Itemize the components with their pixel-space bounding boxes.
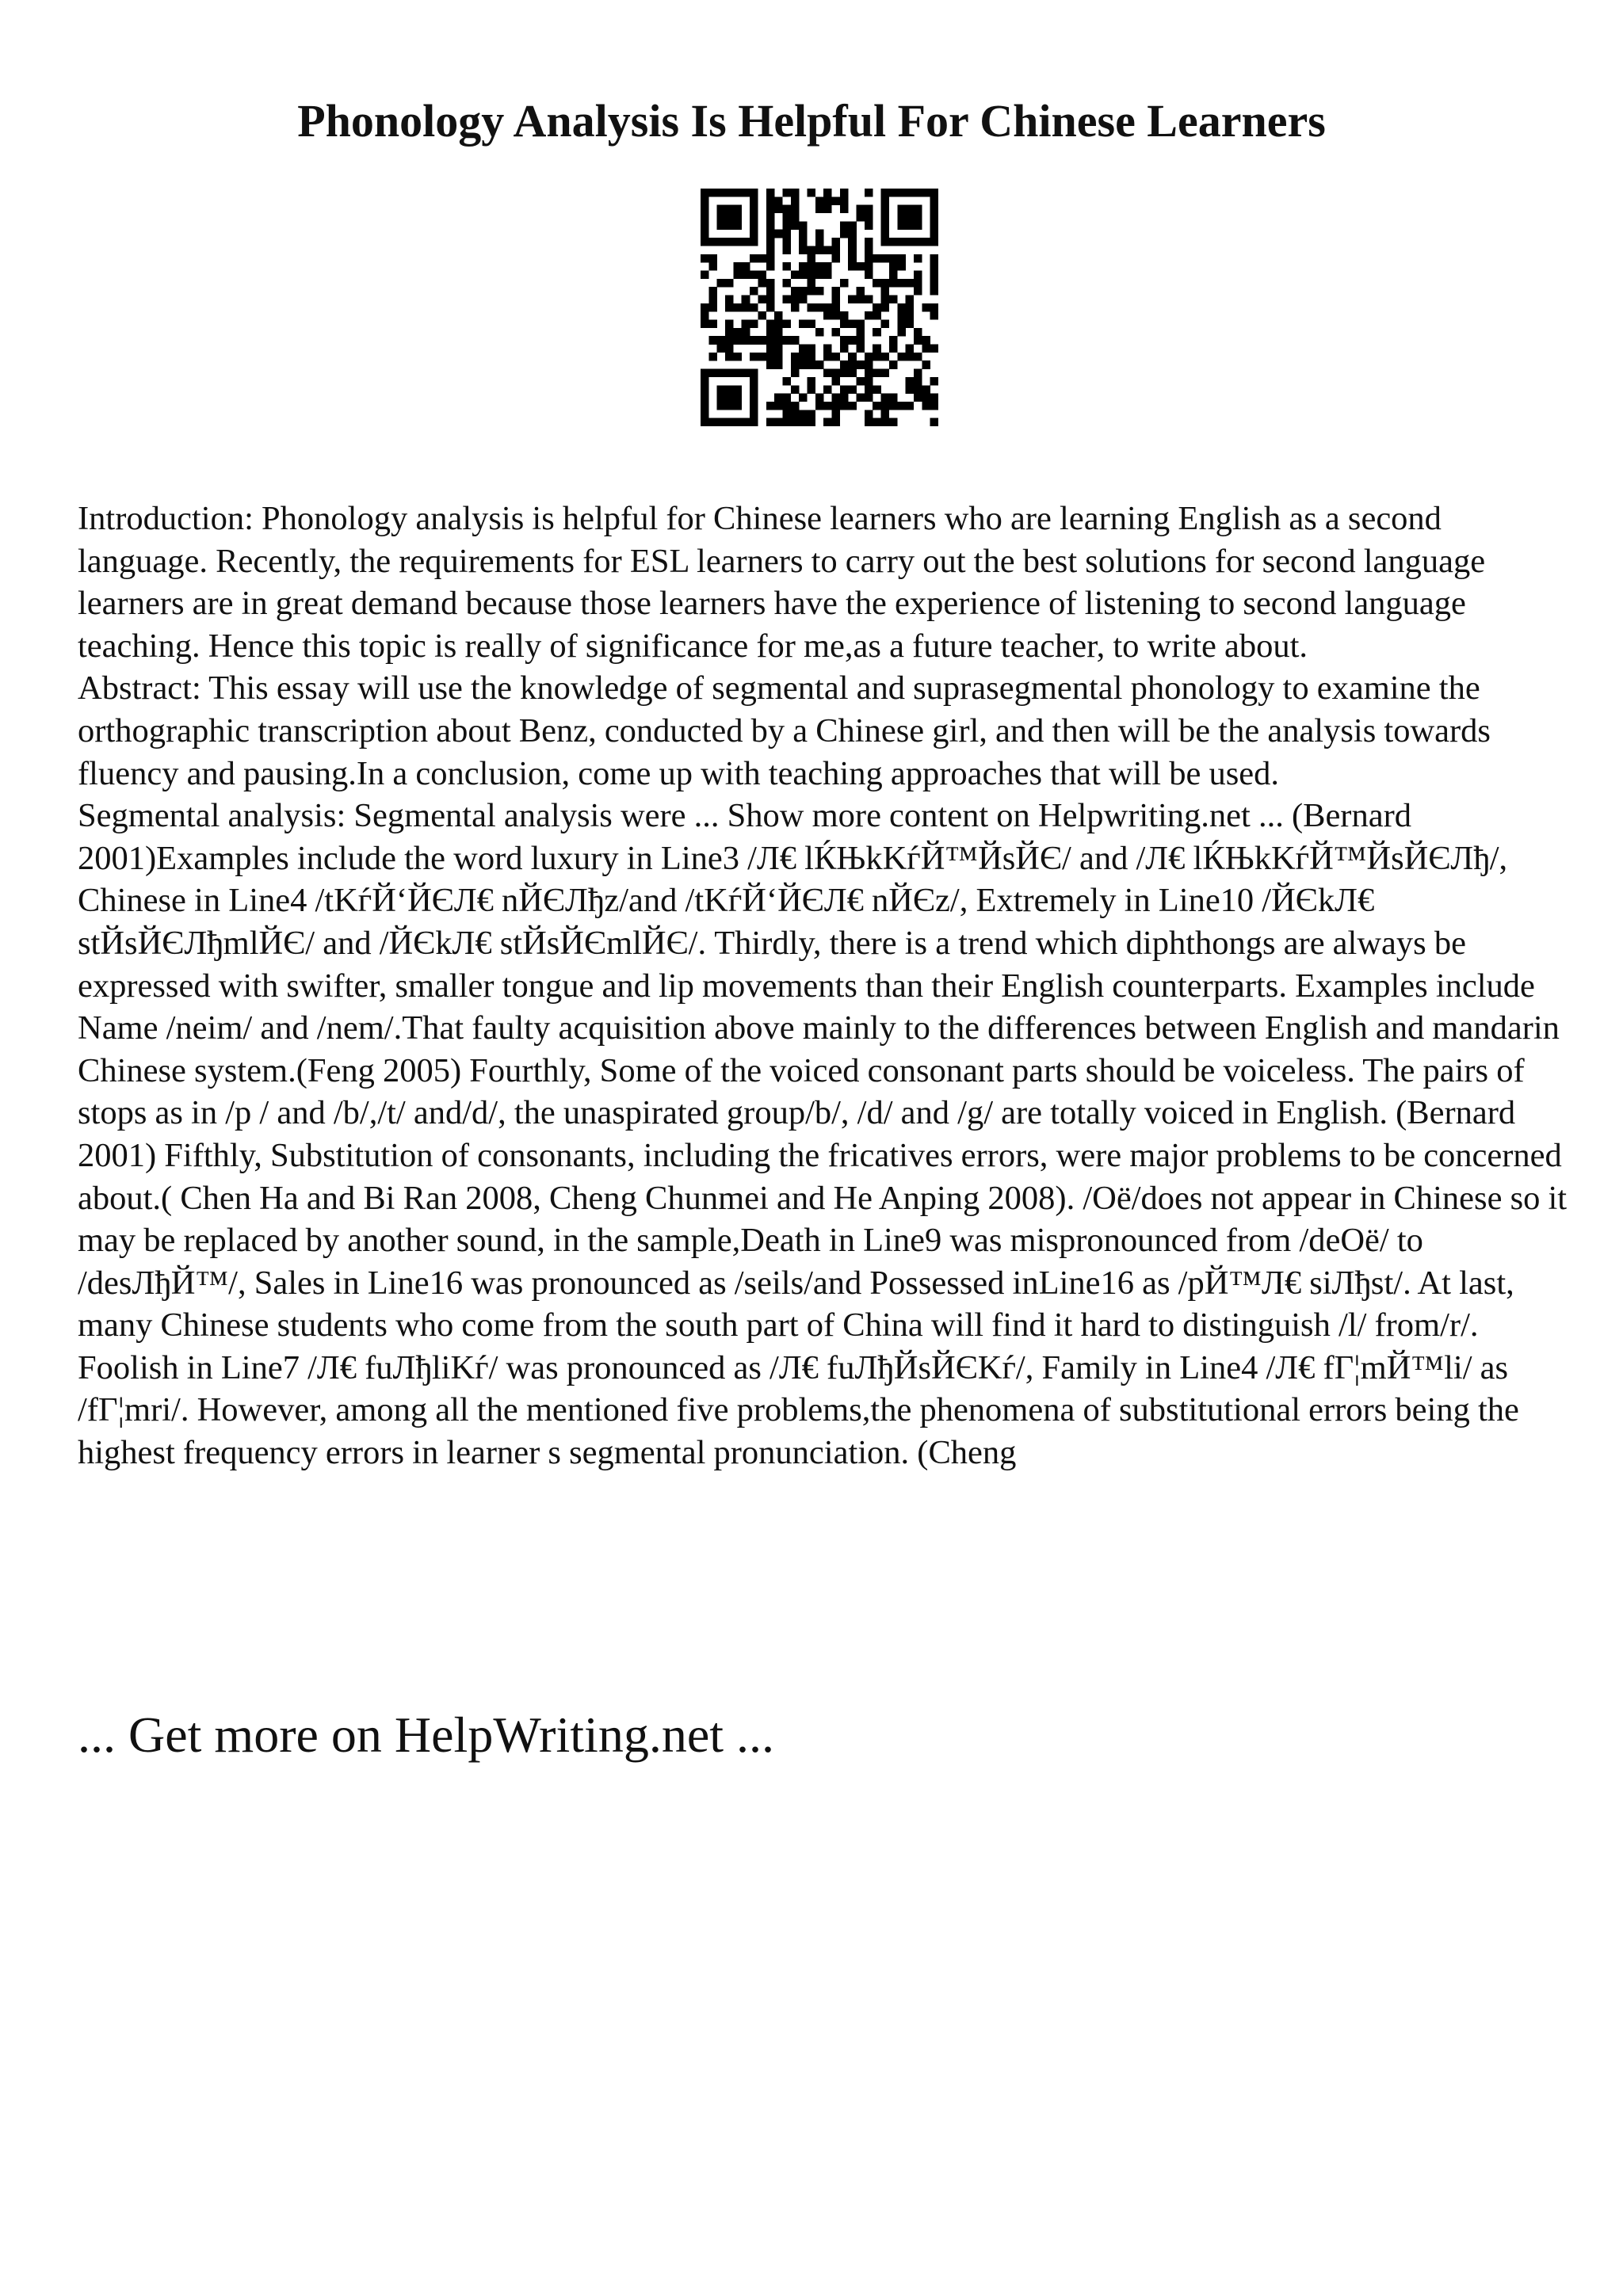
paragraph-introduction: Introduction: Phonology analysis is helpful for Chinese learners who are learning English as a second language. Recently, the requirements for ESL learners to carry out the best solutions for second language learners are in great demand because those learners have the experience of listening to second language teaching. Hence this topic is really of significance for me,as a future teacher, to write about.	[78, 500, 1486, 665]
qr-code-image	[701, 189, 938, 426]
page-title: Phonology Analysis Is Helpful For Chinese Learners	[297, 95, 1326, 147]
paragraph-abstract: Abstract: This essay will use the knowledge of segmental and suprasegmental phonology to examine the orthographic transcription about Benz, conducted by a Chinese girl, and then will be the analysis towards fluency and pausing.In a conclusion, come up with teaching approaches that will be used.	[78, 669, 1491, 792]
paragraph-segmental-analysis: Segmental analysis: Segmental analysis were ... Show more content on Helpwriting.net ... (Bernard 2001)Examples include the word luxury in Line3 /Л€ lЌЊkKѓЙ™ЙsЙЄ/ and /Л€ lЌЊkKѓЙ™ЙsЙЄЛђ/, Chinese in Line4 /tKѓЙ‘ЙЄЛ€ nЙЄЛђz/and /tKѓЙ‘ЙЄЛ€ nЙЄz/, Extremely in Line10 /ЙЄkЛ€ stЙѕЙЄЛђmlЙЄ/ and /ЙЄkЛ€ stЙѕЙЄmlЙЄ/. Thirdly, there is a trend which diphthongs are always be expressed with swifter, smaller tongue and lip movements than their English counterparts. Examples include Name /neim/ and /nem/.That faulty acquisition above mainly to the differences between English and mandarin Chinese system.(Feng 2005) Fourthly, Some of the voiced consonant parts should be voiceless. The pairs of stops as in /p / and /b/,/t/ and/d/, the unaspirated group/b/, /d/ and /g/ are totally voiced in English. (Bernard 2001) Fifthly, Substitution of consonants, including the fricatives errors, were major problems to be concerned about.( Chen Ha and Bi Ran 2008, Cheng Chunmei and He Anping 2008). /Оё/does not appear in Chinese so it may be replaced by another sound, in the sample,Death in Line9 was mispronounced from /deОё/ to /desЛђЙ™/, Sales in Line16 was pronounced as /seils/and Possessed inLine16 as /pЙ™Л€ siЛђst/. At last, many Chinese students who come from the south part of China will find it hard to distinguish /l/ from/r/. Foolish in Line7 /Л€ fuЛђliKѓ/ was pronounced as /Л€ fuЛђЙsЙЄKѓ/, Family in Line4 /Л€ fГ¦mЙ™li/ as /fГ¦mri/. However, among all the mentioned five problems,the phenomena of substitutional errors being the highest frequency errors in learner s segmental pronunciation. (Cheng	[78, 797, 1568, 1472]
get-more-link[interactable]: ... Get more on HelpWriting.net ...	[78, 1707, 774, 1763]
document-body	[78, 498, 1568, 1474]
